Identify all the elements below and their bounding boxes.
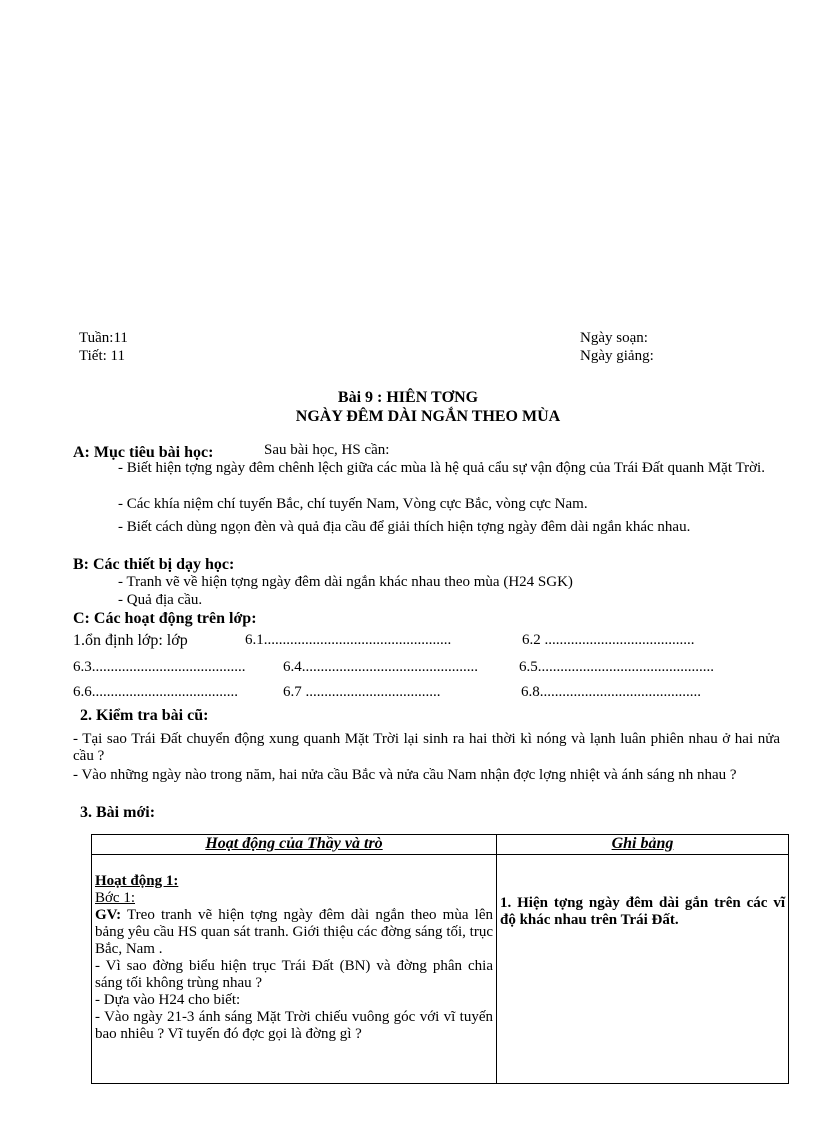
new-lesson-heading: 3. Bài mới: — [80, 804, 156, 821]
lesson-table — [91, 834, 789, 1084]
period-label: Tiết: 11 — [79, 348, 125, 364]
prep-date-label: Ngày soạn: — [580, 330, 648, 346]
section-c-heading: C: Các hoạt động trên lớp: — [73, 610, 257, 627]
equipment-item: - Tranh vẽ về hiện tợng ngày đêm dài ngắn khác nhau theo mùa (H24 SGK) — [118, 574, 573, 590]
activity-line: - Vì sao đờng biểu hiện trục Trái Đất (BN) và đờng phân chia sáng tối không trùng nhau ? — [95, 958, 493, 991]
board-cell — [497, 855, 789, 1084]
section-b-heading: B: Các thiết bị dạy học: — [73, 556, 235, 573]
lesson-subtitle: NGÀY ĐÊM DÀI NGẮN THEO MÙA — [295, 408, 561, 425]
gv-text: Treo tranh vẽ hiện tợng ngày đêm dài ngắn theo mùa lên bảng yêu cầu HS quan sát tranh. Giới thiệu các đờng sáng tối, trục Bắc, Nam . — [95, 907, 493, 957]
review-heading: 2. Kiểm tra bài cũ: — [80, 707, 209, 724]
col-board-notes: Ghi bảng — [497, 835, 789, 855]
class-check-label: 1.ổn định lớp: lớp — [73, 632, 188, 649]
class-6-2: 6.2 ........................................ — [522, 632, 695, 648]
section-a-heading: A: Mục tiêu bài học: — [73, 444, 214, 461]
section-a-intro: Sau bài học, HS cần: — [264, 442, 390, 458]
gv-label: GV: — [95, 907, 122, 923]
teach-date-label: Ngày giảng: — [580, 348, 654, 364]
review-question: - Vào những ngày nào trong năm, hai nửa cầu Bắc và nửa cầu Nam nhận đợc lợng nhiệt và ánh sáng nh nhau ? — [73, 767, 737, 783]
objective-item: - Các khía niệm chí tuyến Bắc, chí tuyến Nam, Vòng cực Bắc, vòng cực Nam. — [118, 496, 588, 512]
board-note: 1. Hiện tợng ngày đêm dài gắn trên các vĩ độ khác nhau trên Trái Đất. — [500, 895, 785, 928]
table-header-row — [92, 835, 789, 855]
activity-line: - Vào ngày 21-3 ánh sáng Mặt Trời chiếu vuông góc với vĩ tuyến bao nhiêu ? Vĩ tuyến đó đợc gọi là đờng gì ? — [95, 1009, 493, 1042]
gv-paragraph — [95, 907, 493, 958]
activity-cell — [92, 855, 497, 1084]
step-label: Bớc 1: — [95, 890, 136, 906]
class-6-4: 6.4............................................... — [283, 659, 478, 675]
class-6-6: 6.6....................................... — [73, 684, 238, 700]
table-row — [92, 855, 789, 1084]
activity-title: Hoạt động 1: — [95, 873, 179, 889]
class-6-1: 6.1.................................................. — [245, 632, 452, 648]
class-6-7: 6.7 .................................... — [283, 684, 441, 700]
equipment-item: - Quả địa cầu. — [118, 592, 203, 608]
class-6-3: 6.3......................................... — [73, 659, 246, 675]
week-label: Tuần:11 — [79, 330, 128, 346]
class-6-8: 6.8........................................... — [521, 684, 701, 700]
activity-line: - Dựa vào H24 cho biết: — [95, 992, 241, 1008]
class-6-5: 6.5............................................... — [519, 659, 714, 675]
review-question: - Tại sao Trái Đất chuyển động xung quanh Mặt Trời lại sinh ra hai thời kì nóng và lạnh luân phiên nhau ở hai nửa cầu ? — [73, 731, 780, 764]
lesson-title: Bài 9 : HIÊN TƠNG — [337, 389, 479, 406]
objective-item: - Biết cách dùng ngọn đèn và quả địa cầu để giải thích hiện tợng ngày đêm dài ngắn khác nhau. — [118, 519, 691, 535]
objective-item: - Biết hiện tợng ngày đêm chênh lệch giữa các mùa là hệ quả cẩu sự vận động của Trái Đất quanh Mặt Trời. — [118, 460, 765, 476]
col-teacher-student: Hoạt động của Thầy và trò — [92, 835, 497, 855]
